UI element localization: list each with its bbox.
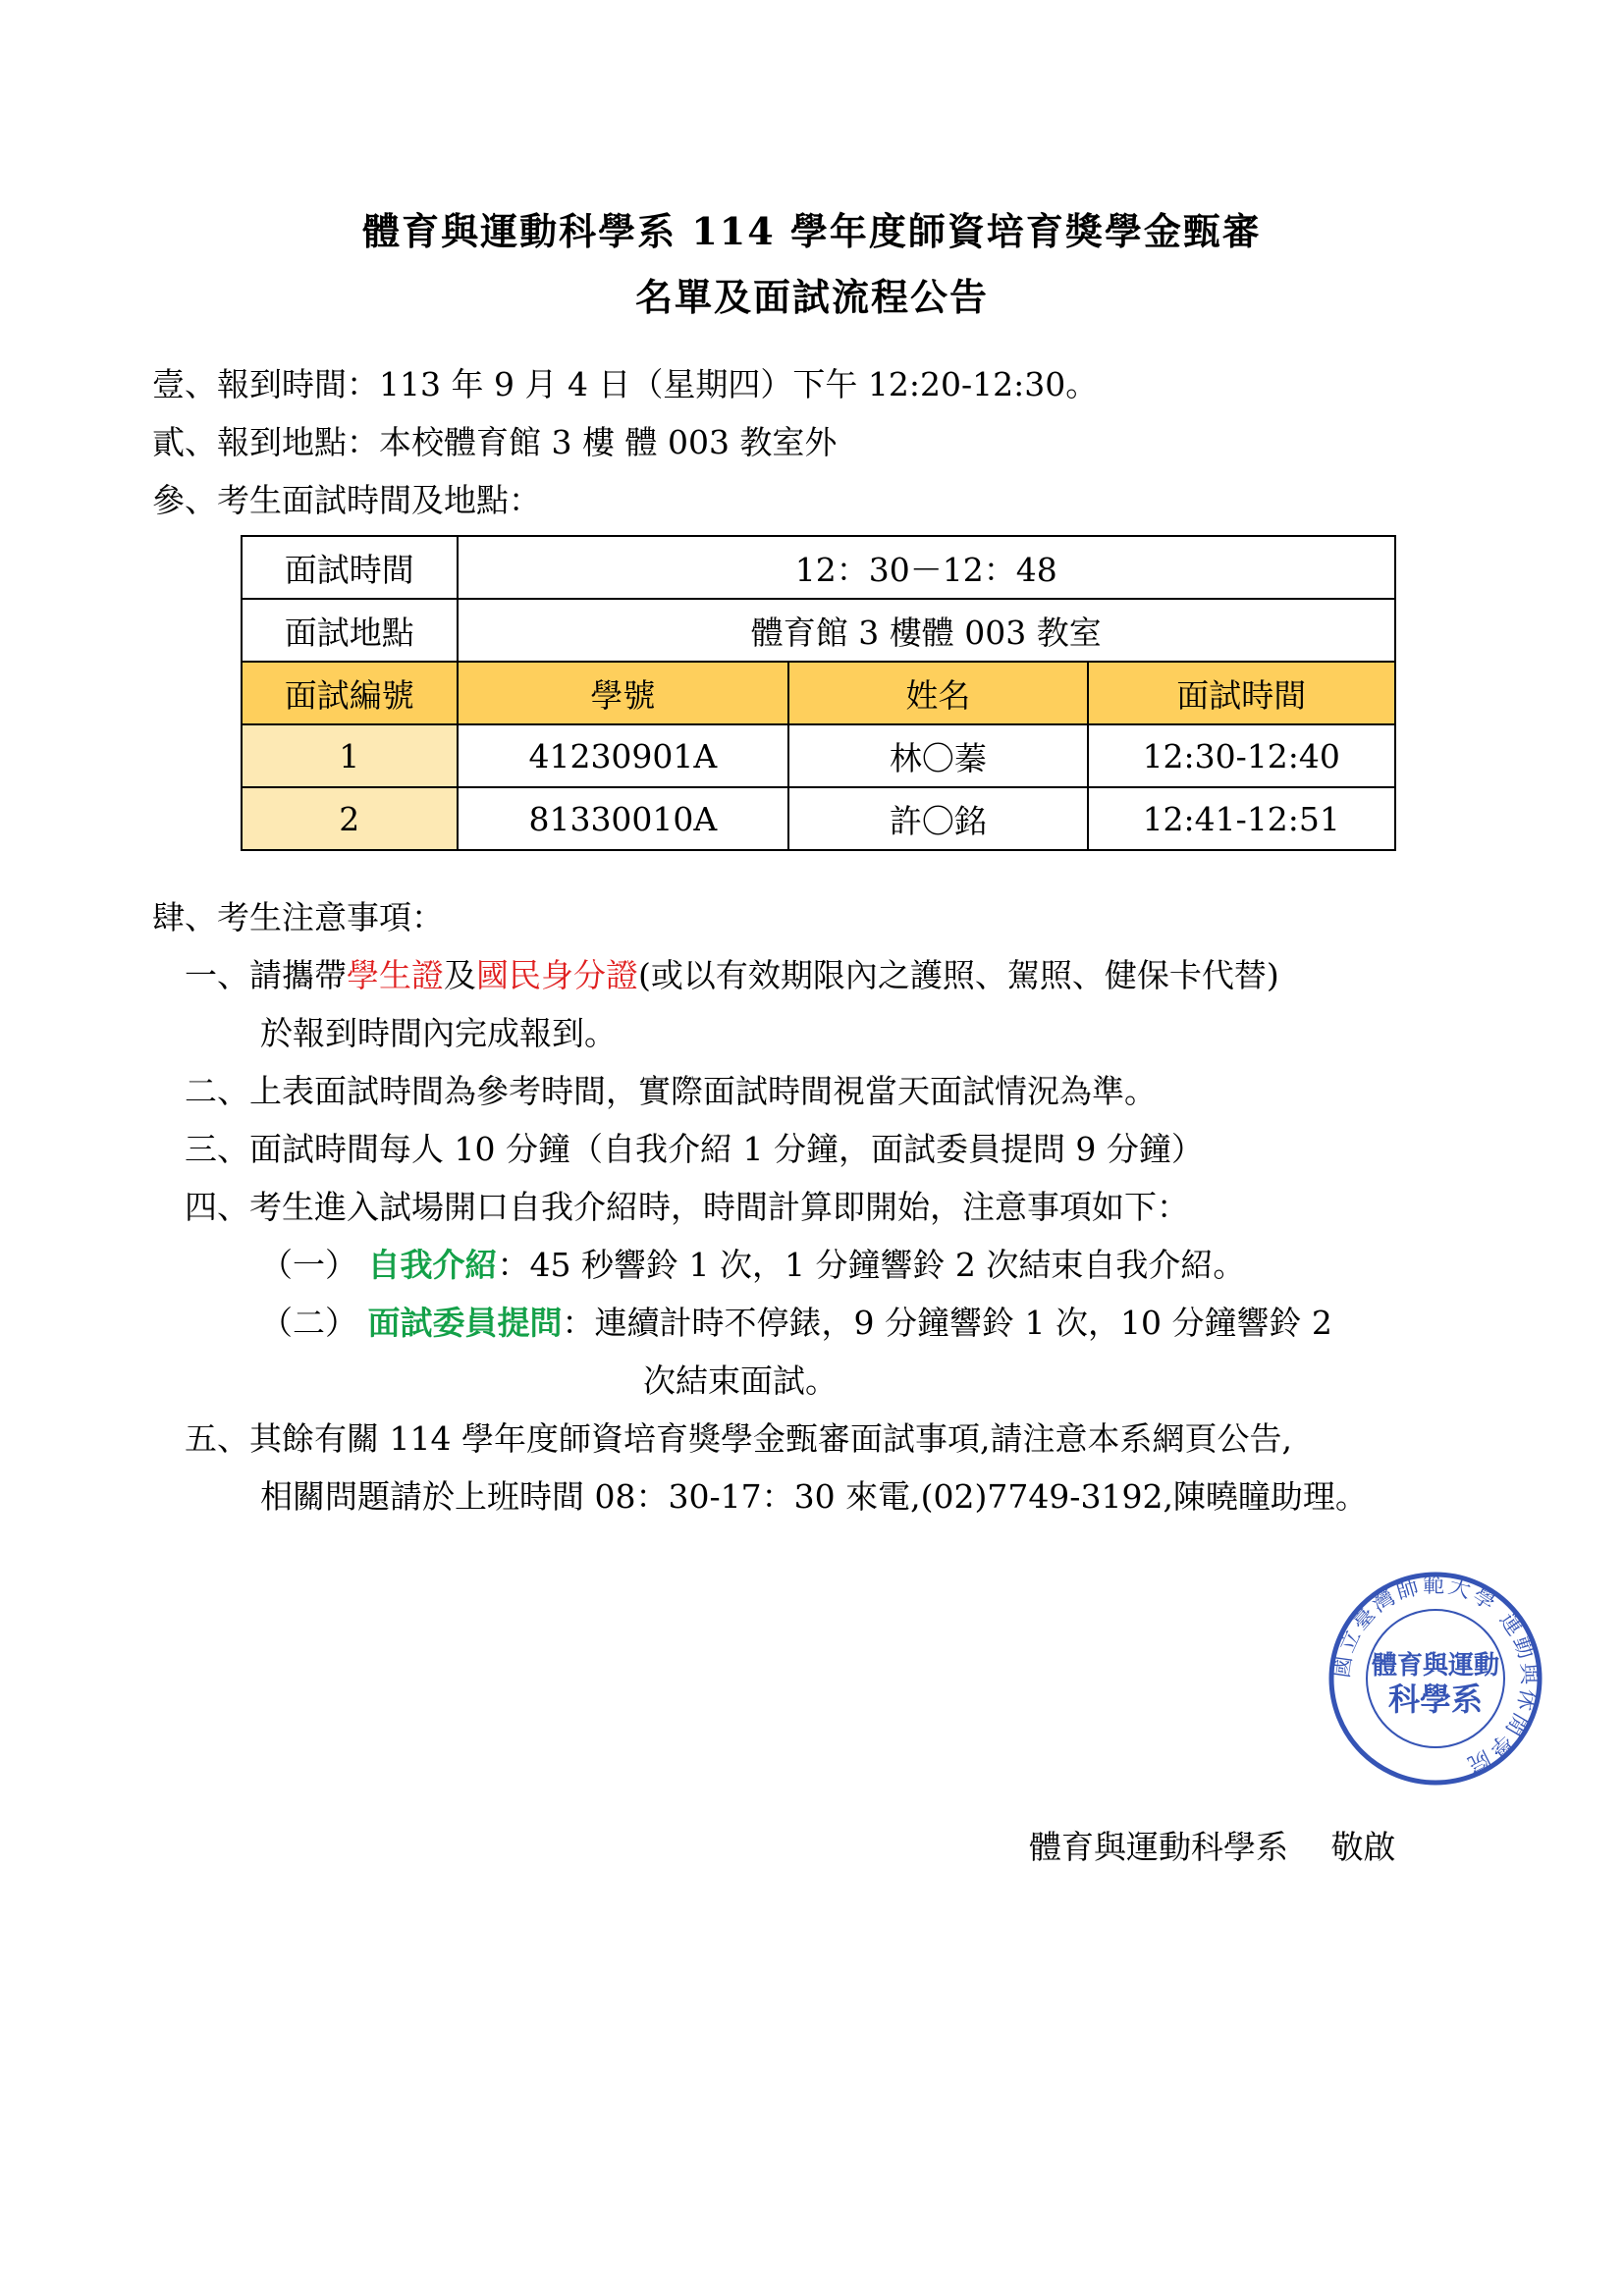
- note-4: 四、考生進入試場開口自我介紹時，時間計算即開始，注意事項如下：: [185, 1188, 1189, 1226]
- table-cell: 2: [242, 787, 458, 850]
- page-subtitle: 名單及面試流程公告: [634, 275, 989, 319]
- interview-time-value: 12：30－12：48: [458, 536, 1395, 599]
- column-header: 姓名: [788, 662, 1087, 724]
- self-intro-label: 自我介紹: [367, 1246, 498, 1284]
- note-4a: [260, 1246, 1246, 1284]
- column-header: 面試時間: [1088, 662, 1396, 724]
- table-cell: 41230901A: [458, 724, 789, 787]
- page-title: 體育與運動科學系 114 學年度師資培育獎學金甄審: [362, 209, 1262, 253]
- national-id-card-text: 國民身分證: [476, 956, 638, 994]
- note-4b-continued: 次結束面試。: [643, 1362, 838, 1400]
- interview-time-row: [242, 536, 1395, 599]
- table-cell: 12:30-12:40: [1088, 724, 1396, 787]
- interview-place-row: [242, 599, 1395, 662]
- note-2: 二、上表面試時間為參考時間，實際面試時間視當天面試情況為準。: [185, 1072, 1157, 1110]
- table-cell: 1: [242, 724, 458, 787]
- note-4b-text: ：連續計時不停錶，9 分鐘響鈴 1 次，10 分鐘響鈴 2: [562, 1304, 1332, 1342]
- note-5-continued: 相關問題請於上班時間 08：30-17：30 來電,(02)7749-3192,陳曉瞳助理。: [260, 1477, 1368, 1516]
- table-row: [242, 724, 1395, 787]
- signature: 體育與運動科學系 敬啟: [1029, 1828, 1396, 1866]
- table-header-row: [242, 662, 1395, 724]
- seal-inner-line1: 體育與運動: [1371, 1651, 1500, 1681]
- note-1-mid: 及: [444, 956, 476, 994]
- note-1-suffix: (或以有效期限內之護照、駕照、健保卡代替): [638, 956, 1279, 994]
- note-5: 五、其餘有關 114 學年度師資培育獎學金甄審面試事項,請注意本系網頁公告,: [185, 1419, 1292, 1458]
- interview-time-label: 面試時間: [242, 536, 458, 599]
- note-4b: [260, 1304, 1332, 1342]
- table-cell: 12:41-12:51: [1088, 787, 1396, 850]
- seal-inner-line2: 科學系: [1387, 1681, 1484, 1718]
- seal-outer-text: 國立臺灣師範大學 運動與休閒學院: [1329, 1573, 1542, 1779]
- table-cell: 許〇銘: [788, 787, 1087, 850]
- department-seal-icon: [1327, 1571, 1543, 1787]
- section-interview-heading: 參、考生面試時間及地點：: [152, 481, 541, 519]
- table-cell: 81330010A: [458, 787, 789, 850]
- interview-table: [241, 535, 1396, 851]
- section-checkin-time: 壹、報到時間：113 年 9 月 4 日（星期四）下午 12:20-12:30。: [152, 365, 1099, 403]
- section-checkin-place: 貳、報到地點：本校體育館 3 樓 體 003 教室外: [152, 423, 838, 461]
- committee-question-label: 面試委員提問: [367, 1304, 563, 1342]
- column-header: 面試編號: [242, 662, 458, 724]
- student-id-card-text: 學生證: [347, 956, 444, 994]
- note-4a-prefix: （一）: [260, 1246, 357, 1284]
- note-1-continued: 於報到時間內完成報到。: [260, 1014, 617, 1052]
- table-cell: 林〇蓁: [788, 724, 1087, 787]
- interview-place-label: 面試地點: [242, 599, 458, 662]
- note-1-prefix: 一、請攜帶: [185, 956, 347, 994]
- table-row: [242, 787, 1395, 850]
- note-4a-text: ：45 秒響鈴 1 次，1 分鐘響鈴 2 次結束自我介紹。: [497, 1246, 1246, 1284]
- note-4b-prefix: （二）: [260, 1304, 357, 1342]
- note-1: [185, 956, 1279, 994]
- section-notes-heading: 肆、考生注意事項：: [152, 898, 444, 936]
- note-3: 三、面試時間每人 10 分鐘（自我介紹 1 分鐘，面試委員提問 9 分鐘）: [185, 1130, 1204, 1168]
- interview-place-value: 體育館 3 樓體 003 教室: [458, 599, 1395, 662]
- column-header: 學號: [458, 662, 789, 724]
